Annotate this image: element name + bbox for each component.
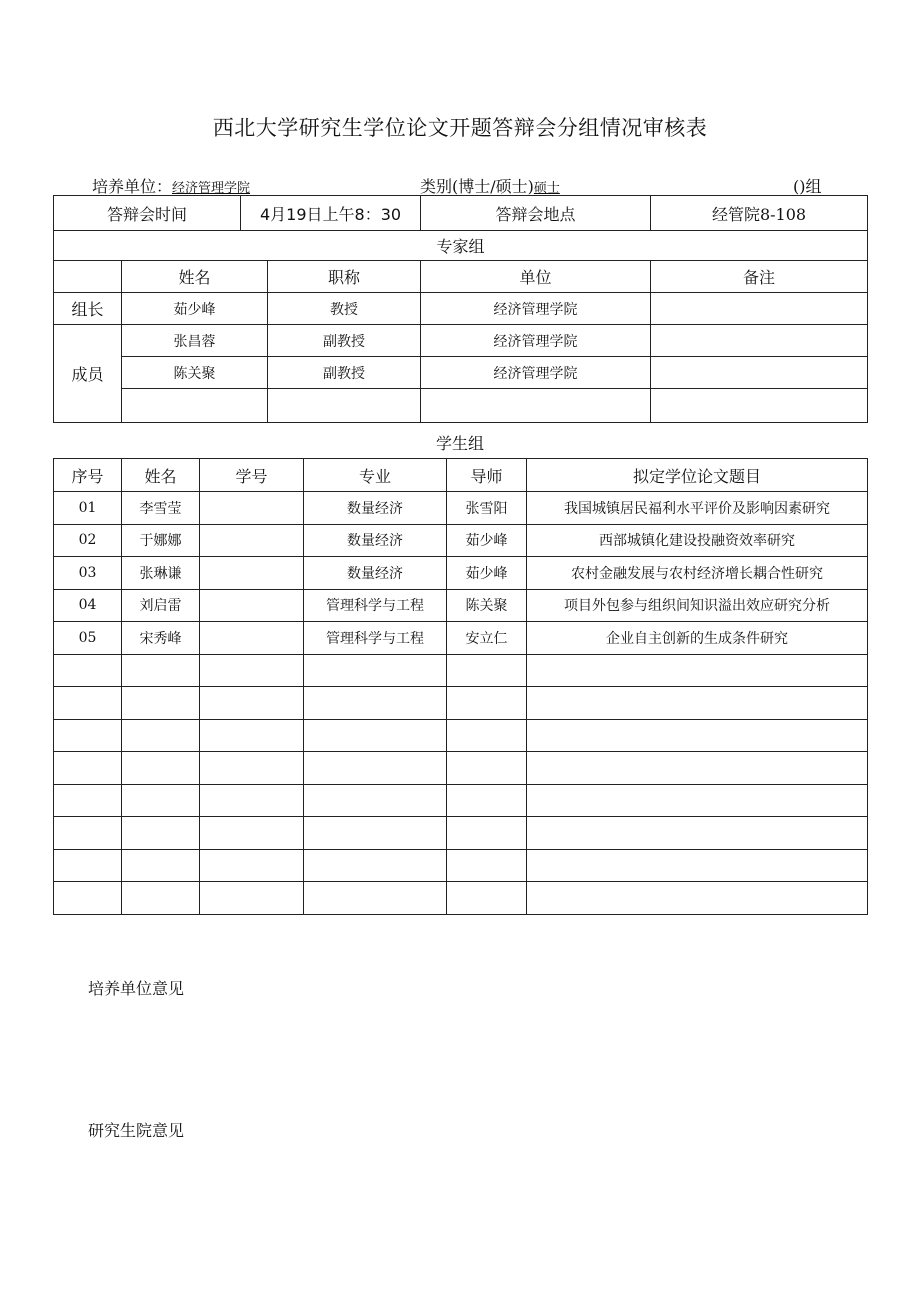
student-index-cell[interactable]: 05 <box>54 622 122 655</box>
student-header-major: 专业 <box>304 459 447 492</box>
leader-title[interactable]: 教授 <box>268 293 421 325</box>
student-thesis-cell[interactable]: 企业自主创新的生成条件研究 <box>527 622 868 655</box>
student-name-cell[interactable]: 刘启雷 <box>122 589 200 622</box>
student-id-cell[interactable] <box>200 524 304 557</box>
student-id-cell[interactable] <box>200 752 304 785</box>
student-advisor-cell[interactable] <box>447 719 527 752</box>
student-thesis-cell[interactable]: 项目外包参与组织间知识溢出效应研究分析 <box>527 589 868 622</box>
unit-opinion-label: 培养单位意见 <box>88 979 185 998</box>
group-number[interactable]: ()组 <box>793 177 822 196</box>
student-advisor-cell[interactable]: 陈关聚 <box>447 589 527 622</box>
student-index-cell[interactable] <box>54 687 122 720</box>
student-thesis-cell[interactable] <box>527 719 868 752</box>
student-id-cell[interactable] <box>200 882 304 915</box>
student-row <box>54 524 868 557</box>
member-title[interactable]: 副教授 <box>268 357 421 389</box>
session-time-value[interactable]: 4月19日上午8：30 <box>241 196 421 231</box>
member-unit[interactable]: 经济管理学院 <box>421 357 651 389</box>
training-unit <box>92 174 250 197</box>
session-place-value[interactable]: 经管院8-108 <box>651 196 868 231</box>
student-thesis-cell[interactable] <box>527 687 868 720</box>
expert-member-row <box>54 389 868 423</box>
student-index-cell[interactable]: 04 <box>54 589 122 622</box>
student-row <box>54 557 868 590</box>
student-name-cell[interactable] <box>122 752 200 785</box>
student-id-cell[interactable] <box>200 589 304 622</box>
student-index-cell[interactable]: 03 <box>54 557 122 590</box>
student-row <box>54 654 868 687</box>
student-id-cell[interactable] <box>200 784 304 817</box>
member-name[interactable] <box>122 389 268 423</box>
student-header-id: 学号 <box>200 459 304 492</box>
student-thesis-cell[interactable]: 我国城镇居民福利水平评价及影响因素研究 <box>527 492 868 525</box>
student-row <box>54 492 868 525</box>
student-advisor-cell[interactable] <box>447 817 527 850</box>
unit-label: 培养单位： <box>92 177 173 196</box>
student-row <box>54 849 868 882</box>
student-advisor-cell[interactable] <box>447 654 527 687</box>
student-advisor-cell[interactable]: 安立仁 <box>447 622 527 655</box>
student-header-name: 姓名 <box>122 459 200 492</box>
member-unit[interactable] <box>421 389 651 423</box>
student-major-cell[interactable] <box>304 849 447 882</box>
student-index-cell[interactable]: 02 <box>54 524 122 557</box>
expert-member-row <box>54 325 868 357</box>
student-advisor-cell[interactable] <box>447 687 527 720</box>
student-advisor-cell[interactable] <box>447 849 527 882</box>
expert-member-row <box>54 357 868 389</box>
student-row <box>54 589 868 622</box>
student-major-cell[interactable]: 数量经济 <box>304 557 447 590</box>
member-note[interactable] <box>651 357 868 389</box>
student-index-cell[interactable] <box>54 719 122 752</box>
student-thesis-cell[interactable] <box>527 882 868 915</box>
student-major-cell[interactable]: 数量经济 <box>304 492 447 525</box>
student-row <box>54 687 868 720</box>
student-thesis-cell[interactable] <box>527 817 868 850</box>
student-index-cell[interactable] <box>54 752 122 785</box>
student-row <box>54 752 868 785</box>
student-thesis-cell[interactable] <box>527 784 868 817</box>
category-label: 类别(博士/硕士) <box>420 177 534 196</box>
student-advisor-cell[interactable] <box>447 882 527 915</box>
member-note[interactable] <box>651 389 868 423</box>
leader-name[interactable]: 茹少峰 <box>122 293 268 325</box>
page-title: 西北大学研究生学位论文开题答辩会分组情况审核表 <box>212 116 708 140</box>
student-name-cell[interactable] <box>122 784 200 817</box>
student-index-cell[interactable] <box>54 849 122 882</box>
student-row <box>54 882 868 915</box>
student-name-cell[interactable]: 于娜娜 <box>122 524 200 557</box>
member-unit[interactable]: 经济管理学院 <box>421 325 651 357</box>
student-advisor-cell[interactable] <box>447 784 527 817</box>
session-time-label: 答辩会时间 <box>54 196 241 231</box>
expert-table <box>53 195 868 423</box>
student-name-cell[interactable] <box>122 817 200 850</box>
student-major-cell[interactable]: 数量经济 <box>304 524 447 557</box>
student-name-cell[interactable]: 张琳谦 <box>122 557 200 590</box>
unit-value[interactable]: 经济管理学院 <box>172 181 251 196</box>
student-row <box>54 719 868 752</box>
student-header-index: 序号 <box>54 459 122 492</box>
expert-section-title: 专家组 <box>54 231 868 261</box>
student-name-cell[interactable] <box>122 849 200 882</box>
student-id-cell[interactable] <box>200 849 304 882</box>
student-id-cell[interactable] <box>200 687 304 720</box>
student-id-cell[interactable] <box>200 654 304 687</box>
leader-label: 组长 <box>54 293 122 325</box>
student-name-cell[interactable]: 李雪莹 <box>122 492 200 525</box>
student-name-cell[interactable]: 宋秀峰 <box>122 622 200 655</box>
member-label: 成员 <box>54 325 122 423</box>
student-id-cell[interactable] <box>200 622 304 655</box>
leader-note[interactable] <box>651 293 868 325</box>
student-index-cell[interactable] <box>54 784 122 817</box>
degree-category <box>420 174 560 197</box>
student-id-cell[interactable] <box>200 719 304 752</box>
student-header-row <box>54 459 868 492</box>
student-id-cell[interactable] <box>200 557 304 590</box>
student-major-cell[interactable] <box>304 719 447 752</box>
student-major-cell[interactable]: 管理科学与工程 <box>304 589 447 622</box>
student-advisor-cell[interactable]: 张雪阳 <box>447 492 527 525</box>
expert-header-unit: 单位 <box>421 261 651 293</box>
expert-leader-row <box>54 293 868 325</box>
student-row <box>54 784 868 817</box>
student-major-cell[interactable] <box>304 752 447 785</box>
student-table <box>53 458 868 915</box>
student-advisor-cell[interactable]: 茹少峰 <box>447 557 527 590</box>
student-advisor-cell[interactable]: 茹少峰 <box>447 524 527 557</box>
student-major-cell[interactable] <box>304 817 447 850</box>
student-thesis-cell[interactable] <box>527 752 868 785</box>
student-header-advisor: 导师 <box>447 459 527 492</box>
member-name[interactable]: 陈关聚 <box>122 357 268 389</box>
student-major-cell[interactable]: 管理科学与工程 <box>304 622 447 655</box>
student-row <box>54 817 868 850</box>
student-header-thesis: 拟定学位论文题目 <box>527 459 868 492</box>
student-thesis-cell[interactable] <box>527 654 868 687</box>
student-major-cell[interactable] <box>304 784 447 817</box>
graduate-school-opinion-label: 研究生院意见 <box>88 1121 185 1140</box>
student-thesis-cell[interactable] <box>527 849 868 882</box>
member-note[interactable] <box>651 325 868 357</box>
student-index-cell[interactable] <box>54 882 122 915</box>
student-section-title: 学生组 <box>435 434 484 453</box>
member-title[interactable]: 副教授 <box>268 325 421 357</box>
session-place-label: 答辩会地点 <box>421 196 651 231</box>
student-name-cell[interactable] <box>122 654 200 687</box>
student-major-cell[interactable] <box>304 687 447 720</box>
expert-header-name: 姓名 <box>122 261 268 293</box>
member-name[interactable]: 张昌蓉 <box>122 325 268 357</box>
leader-unit[interactable]: 经济管理学院 <box>421 293 651 325</box>
student-row <box>54 622 868 655</box>
student-name-cell[interactable] <box>122 687 200 720</box>
student-index-cell[interactable]: 01 <box>54 492 122 525</box>
expert-header-title: 职称 <box>268 261 421 293</box>
student-major-cell[interactable] <box>304 654 447 687</box>
student-thesis-cell[interactable]: 农村金融发展与农村经济增长耦合性研究 <box>527 557 868 590</box>
student-name-cell[interactable] <box>122 882 200 915</box>
expert-header-note: 备注 <box>651 261 868 293</box>
student-index-cell[interactable] <box>54 817 122 850</box>
student-id-cell[interactable] <box>200 817 304 850</box>
category-value[interactable]: 硕士 <box>533 181 560 196</box>
student-index-cell[interactable] <box>54 654 122 687</box>
student-major-cell[interactable] <box>304 882 447 915</box>
member-title[interactable] <box>268 389 421 423</box>
expert-role-header <box>54 261 122 293</box>
student-id-cell[interactable] <box>200 492 304 525</box>
student-thesis-cell[interactable]: 西部城镇化建设投融资效率研究 <box>527 524 868 557</box>
student-name-cell[interactable] <box>122 719 200 752</box>
student-advisor-cell[interactable] <box>447 752 527 785</box>
